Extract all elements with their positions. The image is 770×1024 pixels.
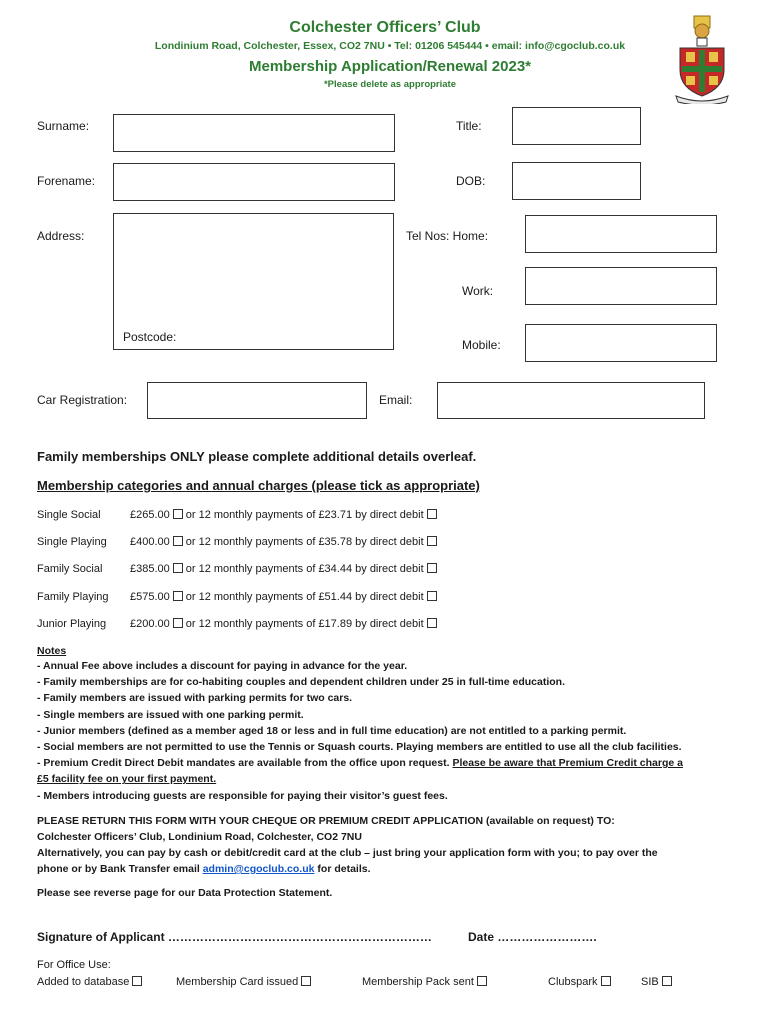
return-line-text: phone or by Bank Transfer email bbox=[37, 863, 200, 875]
premium-warning: Please be aware that Premium Credit charge a bbox=[452, 757, 683, 770]
category-price: £400.00 bbox=[130, 536, 170, 548]
return-line: Alternatively, you can pay by cash or debit/credit card at the club – just bring your application form with you; to pay over the bbox=[37, 847, 658, 859]
office-checkbox[interactable] bbox=[601, 976, 611, 986]
email-label: Email: bbox=[379, 393, 413, 407]
club-crest-icon bbox=[672, 12, 732, 104]
title-field[interactable] bbox=[512, 107, 641, 145]
premium-warning-cont: £5 facility fee on your first payment. bbox=[37, 773, 217, 786]
reverse-note: Please see reverse page for our Data Protection Statement. bbox=[37, 887, 333, 899]
address-label: Address: bbox=[37, 229, 85, 243]
annual-checkbox[interactable] bbox=[173, 509, 183, 519]
forename-field[interactable] bbox=[113, 163, 395, 201]
office-checkbox[interactable] bbox=[477, 976, 487, 986]
category-monthly: or 12 monthly payments of £51.44 by direct debit bbox=[185, 591, 424, 603]
category-price: £575.00 bbox=[130, 591, 170, 603]
category-price: £200.00 bbox=[130, 618, 170, 630]
category-price: £265.00 bbox=[130, 509, 170, 521]
category-monthly: or 12 monthly payments of £35.78 by direct debit bbox=[185, 536, 424, 548]
office-check-label: Membership Pack sent bbox=[362, 976, 474, 988]
return-line-text: for details. bbox=[317, 863, 371, 875]
monthly-checkbox[interactable] bbox=[427, 618, 437, 628]
note-item: - Family members are issued with parking permits for two cars. bbox=[37, 692, 353, 705]
car-reg-field[interactable] bbox=[147, 382, 367, 419]
category-name: Family Social bbox=[37, 563, 103, 575]
note-item: - Annual Fee above includes a discount for paying in advance for the year. bbox=[37, 660, 408, 672]
monthly-checkbox[interactable] bbox=[427, 563, 437, 573]
office-check-pack bbox=[362, 976, 490, 988]
mobile-field[interactable] bbox=[525, 324, 717, 362]
office-check-clubspark bbox=[548, 976, 614, 988]
category-row bbox=[130, 563, 440, 575]
return-line: Colchester Officers’ Club, Londinium Road, Colchester, CO2 7NU bbox=[37, 831, 362, 843]
signature-line[interactable]: Signature of Applicant ………………………………………………………… bbox=[37, 930, 432, 944]
form-title: Membership Application/Renewal 2023* bbox=[248, 58, 532, 75]
category-name: Single Playing bbox=[37, 536, 107, 548]
mobile-label: Mobile: bbox=[462, 338, 501, 352]
surname-field[interactable] bbox=[113, 114, 395, 152]
tel-home-label: Tel Nos: Home: bbox=[406, 229, 489, 243]
club-name: Colchester Officers’ Club bbox=[289, 19, 481, 36]
note-item: - Single members are issued with one parking permit. bbox=[37, 708, 304, 721]
annual-checkbox[interactable] bbox=[173, 536, 183, 546]
title-label: Title: bbox=[456, 119, 482, 133]
notes-heading: Notes bbox=[37, 645, 67, 657]
dob-label: DOB: bbox=[456, 174, 486, 188]
category-row bbox=[130, 618, 440, 630]
monthly-checkbox[interactable] bbox=[427, 591, 437, 601]
category-price: £385.00 bbox=[130, 563, 170, 575]
return-line bbox=[37, 861, 742, 877]
office-check-db bbox=[37, 976, 145, 988]
return-info bbox=[37, 813, 742, 877]
date-line[interactable]: Date ……………………. bbox=[468, 930, 597, 944]
note-item: - Social members are not permitted to use the Tennis or Squash courts. Playing members are entitled to use all the club facilities. bbox=[37, 741, 682, 754]
category-name: Family Playing bbox=[37, 591, 109, 603]
office-checkbox[interactable] bbox=[132, 976, 142, 986]
car-reg-label: Car Registration: bbox=[37, 393, 128, 407]
office-checkbox[interactable] bbox=[662, 976, 672, 986]
category-monthly: or 12 monthly payments of £23.71 by direct debit bbox=[185, 509, 424, 521]
annual-checkbox[interactable] bbox=[173, 591, 183, 601]
annual-checkbox[interactable] bbox=[173, 618, 183, 628]
category-row bbox=[130, 509, 440, 521]
tel-home-field[interactable] bbox=[525, 215, 717, 253]
monthly-checkbox[interactable] bbox=[427, 509, 437, 519]
premium-text: - Premium Credit Direct Debit mandates are available from the office upon request. bbox=[37, 757, 450, 770]
notes-list bbox=[37, 658, 742, 804]
postcode-label: Postcode: bbox=[123, 330, 177, 344]
office-checkbox[interactable] bbox=[301, 976, 311, 986]
category-name: Single Social bbox=[37, 509, 101, 521]
office-check-label: SIB bbox=[641, 976, 659, 988]
monthly-checkbox[interactable] bbox=[427, 536, 437, 546]
note-item-premium bbox=[37, 755, 742, 771]
annual-checkbox[interactable] bbox=[173, 563, 183, 573]
categories-heading: Membership categories and annual charges (please tick as appropriate) bbox=[37, 478, 480, 493]
office-check-sib bbox=[641, 976, 675, 988]
family-note: Family memberships ONLY please complete additional details overleaf. bbox=[37, 449, 477, 464]
dob-field[interactable] bbox=[512, 162, 641, 200]
work-label: Work: bbox=[462, 284, 494, 298]
surname-label: Surname: bbox=[37, 119, 90, 133]
office-check-label: Membership Card issued bbox=[176, 976, 299, 988]
delete-note: *Please delete as appropriate bbox=[323, 79, 456, 90]
admin-email-link[interactable]: admin@cgoclub.co.uk bbox=[202, 863, 315, 875]
note-item: - Family memberships are for co-habiting couples and dependent children under 25 in full-time education. bbox=[37, 676, 565, 689]
contact-line: Londinium Road, Colchester, Essex, CO2 7NU • Tel: 01206 545444 • email: info@cgoclub.co.uk bbox=[154, 40, 626, 52]
email-field[interactable] bbox=[437, 382, 705, 419]
office-check-label: Added to database bbox=[37, 976, 130, 988]
note-item: - Junior members (defined as a member aged 18 or less and in full time education) are not entitled to a parking permit. bbox=[37, 724, 627, 737]
category-monthly: or 12 monthly payments of £34.44 by direct debit bbox=[185, 563, 424, 575]
category-monthly: or 12 monthly payments of £17.89 by direct debit bbox=[185, 618, 424, 630]
category-row bbox=[130, 536, 440, 548]
category-name: Junior Playing bbox=[37, 618, 107, 630]
return-line: PLEASE RETURN THIS FORM WITH YOUR CHEQUE OR PREMIUM CREDIT APPLICATION (available on request) TO: bbox=[37, 815, 615, 827]
forename-label: Forename: bbox=[37, 174, 96, 188]
category-row bbox=[130, 591, 440, 603]
work-field[interactable] bbox=[525, 267, 717, 305]
office-use-heading: For Office Use: bbox=[37, 959, 111, 971]
note-item: - Members introducing guests are responsible for paying their visitor’s guest fees. bbox=[37, 789, 448, 802]
office-check-label: Clubspark bbox=[548, 976, 598, 988]
office-check-card bbox=[176, 976, 314, 988]
